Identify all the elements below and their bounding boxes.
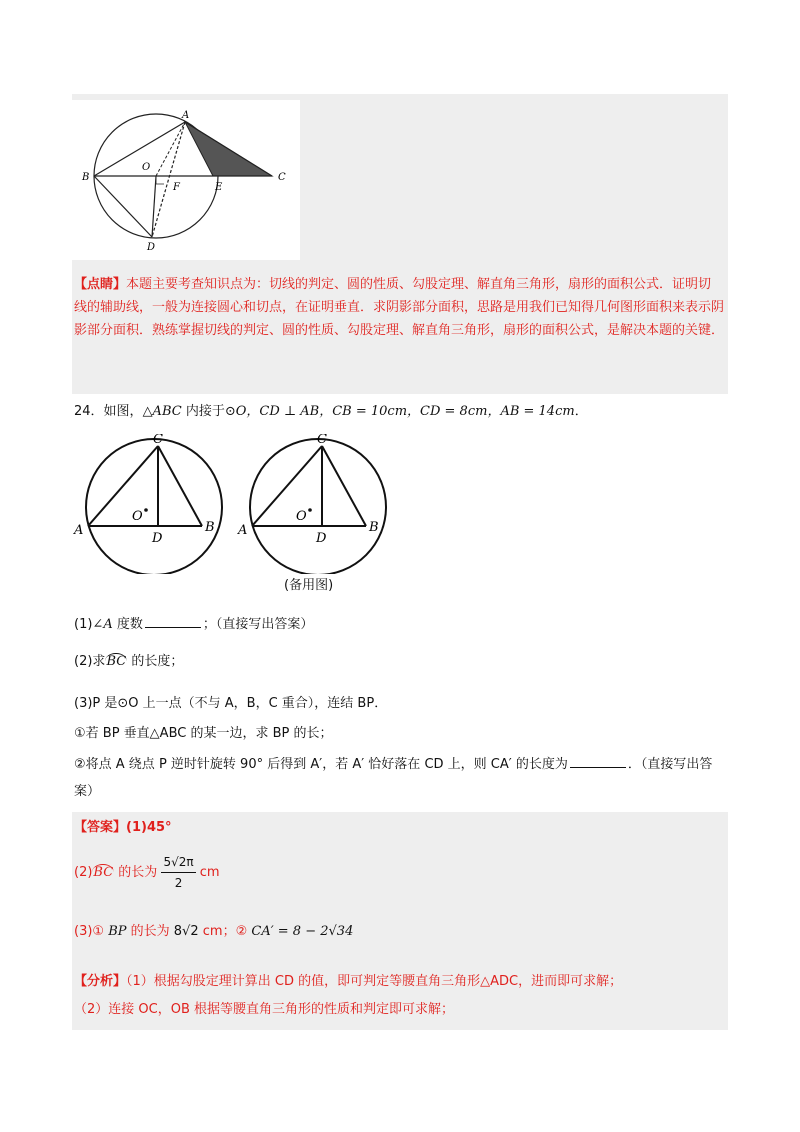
figure-right	[237, 434, 386, 574]
stem-cond2: ，CB = 10cm	[319, 404, 408, 419]
question-number: 24．	[74, 404, 104, 419]
part1-text: 度数	[112, 617, 143, 632]
answer-2-prefix: (2)	[74, 865, 93, 880]
question-part-2	[74, 652, 183, 672]
figure-left-ac	[88, 446, 158, 526]
question-part-3	[74, 694, 387, 714]
label-b: B	[82, 172, 90, 183]
label-d: D	[147, 242, 156, 253]
figure-left	[73, 434, 222, 574]
stem-circle: ⊙O	[224, 404, 247, 419]
figure-right-cb	[322, 446, 366, 526]
part2-text: 求	[92, 654, 106, 669]
stem-cond3: ，CD = 8cm	[407, 404, 488, 419]
answer-2-fraction	[161, 852, 195, 893]
figure-left-label-o: O	[132, 509, 143, 524]
part3-sub1-text: ①若 BP 垂直△ABC 的某一边，求 BP 的长；	[74, 726, 333, 741]
question-part-3-sub1	[74, 724, 333, 744]
note-tag: 【点睛】	[74, 277, 127, 292]
answer-3-mid: 的长为	[126, 924, 170, 939]
answer-2-arc: BC	[93, 865, 114, 880]
part2-number: (2)	[74, 654, 93, 669]
figure-left-center-dot	[144, 508, 148, 512]
analysis-1	[74, 972, 622, 992]
answer-3-bp: BP	[104, 924, 127, 939]
answer-3-unit: cm；②	[198, 924, 248, 939]
top-figure-svg	[72, 100, 300, 260]
part3-sub2-tail2: 案）	[74, 784, 101, 799]
stem-end: ．	[574, 404, 588, 419]
label-e: E	[215, 182, 223, 193]
part1-answer-blank[interactable]	[145, 614, 201, 628]
figure-caption: (备用图)	[284, 578, 334, 593]
part3-text: P 是⊙O 上一点（不与 A，B，C 重合），连结 BP．	[92, 696, 388, 711]
answer-block	[72, 812, 728, 1030]
question-part-1	[74, 614, 313, 635]
figure-left-circle	[86, 439, 222, 574]
stem-triangle: △ABC	[142, 404, 182, 419]
figure-left-label-a: A	[74, 523, 84, 538]
question-part-3-sub2	[74, 754, 712, 775]
analysis-2-text: （2）连接 OC，OB 根据等腰直角三角形的性质和判定即可求解；	[74, 1002, 454, 1017]
stem-inscribed: 内接于	[181, 404, 225, 419]
answer-tag: 【答案】	[74, 820, 127, 835]
answer-2	[74, 852, 220, 893]
top-geometry-figure	[72, 100, 300, 260]
stem-intro: 如图，	[103, 404, 143, 419]
part3-sub2-text: ②将点 A 绕点 P 逆时针旋转 90° 后得到 A′，若 A′ 恰好落在 CD 上，则 CA′ 的长度为	[74, 757, 568, 772]
label-o: O	[142, 162, 151, 173]
figure-left-label-d: D	[152, 531, 163, 546]
figure-right-circle	[250, 439, 386, 574]
label-f: F	[173, 182, 180, 193]
answer-3	[74, 922, 353, 942]
question-figures	[72, 434, 392, 594]
part3-number: (3)	[74, 696, 93, 711]
analysis-1-text: （1）根据勾股定理计算出 CD 的值，即可判定等腰直角三角形△ADC，进而即可求解；	[126, 974, 623, 989]
stem-cond4: ，AB = 14cm	[487, 404, 575, 419]
figure-right-label-d: D	[316, 531, 327, 546]
label-c: C	[278, 172, 286, 183]
part2-arc: BC	[106, 654, 127, 669]
key-point-note	[74, 273, 724, 342]
answer-2-mid: 的长为	[114, 865, 158, 880]
figure-right-center-dot	[308, 508, 312, 512]
right-angle-mark	[156, 176, 164, 184]
answer-3-prefix: (3)①	[74, 924, 105, 939]
part2-tail: 的长度；	[127, 654, 184, 669]
line-od	[152, 176, 156, 237]
answer-2-unit: cm	[195, 865, 220, 880]
stem-cond1: ，CD ⊥ AB	[246, 404, 320, 419]
answer-2-numerator: 5√2π	[161, 852, 195, 873]
figure-right-label-o: O	[296, 509, 307, 524]
answer-1	[74, 818, 172, 838]
part1-angle: ∠A	[92, 617, 113, 632]
part1-tail: ；（直接写出答案）	[202, 617, 314, 632]
figure-right-label-c: C	[317, 434, 327, 447]
figure-left-label-c: C	[153, 434, 163, 447]
part3-answer-blank[interactable]	[570, 754, 626, 768]
question-part-3-sub2-cont	[74, 782, 100, 802]
answer-3-ca: CA′ = 8 − 2√34	[247, 924, 354, 939]
figure-left-cb	[158, 446, 202, 526]
figure-right-ac	[252, 446, 322, 526]
analysis-tag: 【分析】	[74, 974, 127, 989]
question-stem	[74, 402, 588, 422]
analysis-2	[74, 1000, 454, 1020]
label-a: A	[182, 110, 190, 121]
part3-sub2-tail: ．（直接写出答	[627, 757, 713, 772]
answer-1-text: (1)45°	[126, 820, 172, 835]
part1-number: (1)	[74, 617, 93, 632]
note-text: 本题主要考查知识点为：切线的判定、圆的性质、勾股定理、解直角三角形，扇形的面积公式．证明切线的辅助线，一般为连接圆心和切点，在证明垂直．求阴影部分面积，思路是用我们已知得几何图形面积来表示阴影部分面积．熟练掌握切线的判定、圆的性质、勾股定理、解直角三角形，扇形的面积公式，是解决本题的关键．	[74, 277, 725, 338]
figure-left-label-b: B	[205, 520, 215, 535]
answer-3-value: 8√2	[169, 924, 199, 939]
figure-right-label-b: B	[369, 520, 379, 535]
figure-right-label-a: A	[238, 523, 248, 538]
answer-2-denominator: 2	[174, 876, 183, 890]
question-figures-svg	[72, 434, 392, 574]
